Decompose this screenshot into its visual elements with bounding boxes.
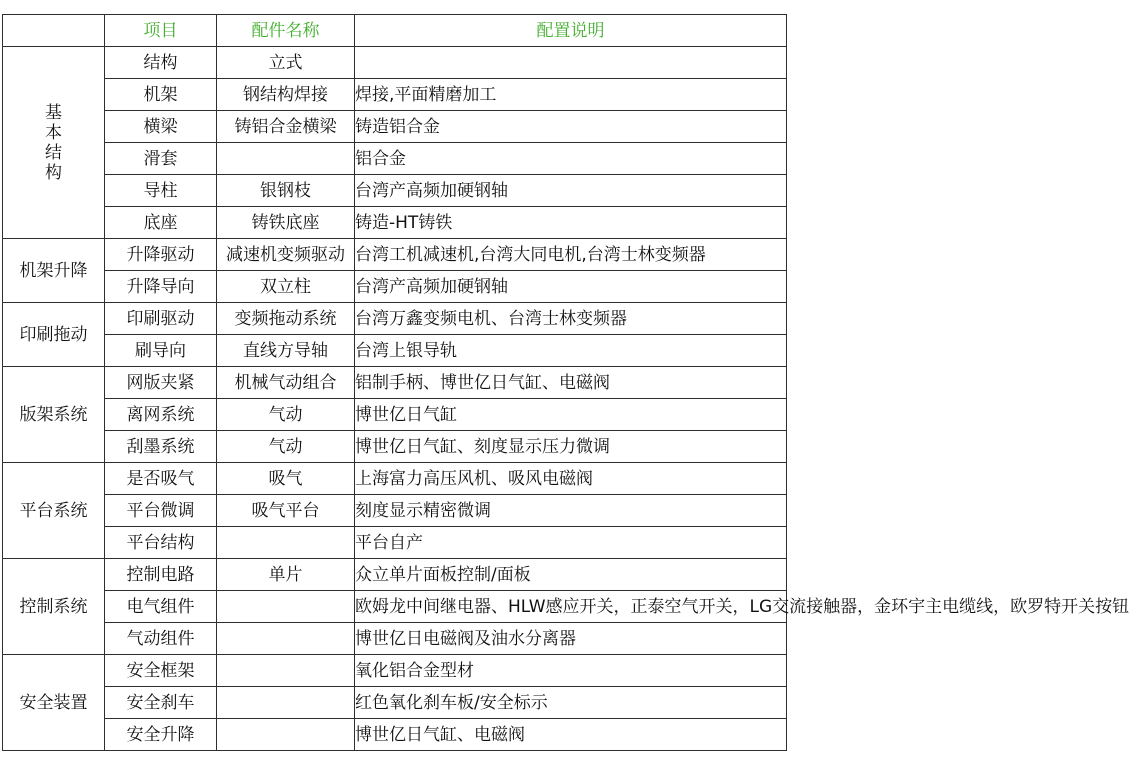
item-cell: 刷导向	[105, 335, 217, 367]
part-cell: 铸铁底座	[217, 207, 355, 239]
part-cell: 变频拖动系统	[217, 303, 355, 335]
desc-cell: 台湾工机减速机,台湾大同电机,台湾士林变频器	[355, 239, 787, 271]
desc-cell: 博世亿日电磁阀及油水分离器	[355, 623, 787, 655]
table-row	[3, 47, 787, 79]
category-print: 印刷拖动	[3, 303, 105, 367]
desc-cell: 博世亿日气缸、刻度显示压力微调	[355, 431, 787, 463]
desc-cell: 焊接,平面精磨加工	[355, 79, 787, 111]
table-row	[3, 303, 787, 335]
category-control: 控制系统	[3, 559, 105, 655]
desc-cell: 博世亿日气缸	[355, 399, 787, 431]
part-cell: 双立柱	[217, 271, 355, 303]
part-cell: 银钢枝	[217, 175, 355, 207]
item-cell: 滑套	[105, 143, 217, 175]
desc-cell: 红色氧化刹车板/安全标示	[355, 687, 787, 719]
header-item: 项目	[105, 15, 217, 47]
item-cell: 是否吸气	[105, 463, 217, 495]
table-row	[3, 79, 787, 111]
desc-cell: 台湾产高频加硬钢轴	[355, 175, 787, 207]
item-cell: 横梁	[105, 111, 217, 143]
category-basic	[3, 47, 105, 239]
part-cell	[217, 623, 355, 655]
part-cell	[217, 527, 355, 559]
item-cell: 电气组件	[105, 591, 217, 623]
part-cell: 气动	[217, 431, 355, 463]
part-cell: 铸铝合金横梁	[217, 111, 355, 143]
table-row	[3, 111, 787, 143]
desc-cell: 铝合金	[355, 143, 787, 175]
part-cell: 吸气	[217, 463, 355, 495]
table-row	[3, 463, 787, 495]
part-cell	[217, 687, 355, 719]
item-cell: 升降驱动	[105, 239, 217, 271]
header-row	[3, 15, 787, 47]
table-row	[3, 687, 787, 719]
table-row	[3, 655, 787, 687]
part-cell: 钢结构焊接	[217, 79, 355, 111]
table-row	[3, 623, 787, 655]
table-row	[3, 399, 787, 431]
table-row	[3, 719, 787, 751]
desc-cell: 铸造铝合金	[355, 111, 787, 143]
category-char: 构	[45, 162, 62, 183]
header-category	[3, 15, 105, 47]
table-row	[3, 591, 787, 623]
header-desc: 配置说明	[355, 15, 787, 47]
table-row	[3, 239, 787, 271]
table-row	[3, 559, 787, 591]
item-cell: 离网系统	[105, 399, 217, 431]
item-cell: 安全升降	[105, 719, 217, 751]
category-frame: 版架系统	[3, 367, 105, 463]
part-cell	[217, 143, 355, 175]
item-cell: 导柱	[105, 175, 217, 207]
category-platform: 平台系统	[3, 463, 105, 559]
part-cell	[217, 591, 355, 623]
category-safety: 安全装置	[3, 655, 105, 751]
table-row	[3, 143, 787, 175]
desc-cell: 刻度显示精密微调	[355, 495, 787, 527]
desc-cell: 平台自产	[355, 527, 787, 559]
item-cell: 安全框架	[105, 655, 217, 687]
desc-cell: 铸造-HT铸铁	[355, 207, 787, 239]
table-row	[3, 527, 787, 559]
part-cell: 气动	[217, 399, 355, 431]
table-row	[3, 271, 787, 303]
part-cell: 立式	[217, 47, 355, 79]
desc-cell	[355, 47, 787, 79]
item-cell: 底座	[105, 207, 217, 239]
item-cell: 印刷驱动	[105, 303, 217, 335]
category-char: 结	[45, 142, 62, 163]
item-cell: 控制电路	[105, 559, 217, 591]
item-cell: 结构	[105, 47, 217, 79]
part-cell	[217, 655, 355, 687]
desc-cell: 铝制手柄、博世亿日气缸、电磁阀	[355, 367, 787, 399]
table-row	[3, 207, 787, 239]
part-cell: 机械气动组合	[217, 367, 355, 399]
item-cell: 平台结构	[105, 527, 217, 559]
part-cell: 减速机变频驱动	[217, 239, 355, 271]
item-cell: 刮墨系统	[105, 431, 217, 463]
table-row	[3, 495, 787, 527]
desc-cell: 台湾产高频加硬钢轴	[355, 271, 787, 303]
item-cell: 平台微调	[105, 495, 217, 527]
item-cell: 升降导向	[105, 271, 217, 303]
desc-cell: 上海富力高压风机、吸风电磁阀	[355, 463, 787, 495]
desc-cell: 台湾上银导轨	[355, 335, 787, 367]
table-row	[3, 175, 787, 207]
desc-cell: 氧化铝合金型材	[355, 655, 787, 687]
header-part: 配件名称	[217, 15, 355, 47]
item-cell: 安全刹车	[105, 687, 217, 719]
table-row	[3, 431, 787, 463]
desc-cell: 欧姆龙中间继电器、HLW感应开关，正泰空气开关，LG交流接触器，金环宇主电缆线，欧罗特开关按钮	[355, 591, 787, 623]
part-cell: 直线方导轴	[217, 335, 355, 367]
item-cell: 机架	[105, 79, 217, 111]
table-row	[3, 367, 787, 399]
category-lift: 机架升降	[3, 239, 105, 303]
category-char: 本	[45, 122, 62, 143]
item-cell: 网版夹紧	[105, 367, 217, 399]
table-row	[3, 335, 787, 367]
desc-cell: 众立单片面板控制/面板	[355, 559, 787, 591]
part-cell: 吸气平台	[217, 495, 355, 527]
desc-cell: 博世亿日气缸、电磁阀	[355, 719, 787, 751]
part-cell: 单片	[217, 559, 355, 591]
part-cell	[217, 719, 355, 751]
desc-cell: 台湾万鑫变频电机、台湾士林变频器	[355, 303, 787, 335]
item-cell: 气动组件	[105, 623, 217, 655]
category-char: 基	[45, 102, 62, 123]
spec-table	[2, 14, 1129, 751]
